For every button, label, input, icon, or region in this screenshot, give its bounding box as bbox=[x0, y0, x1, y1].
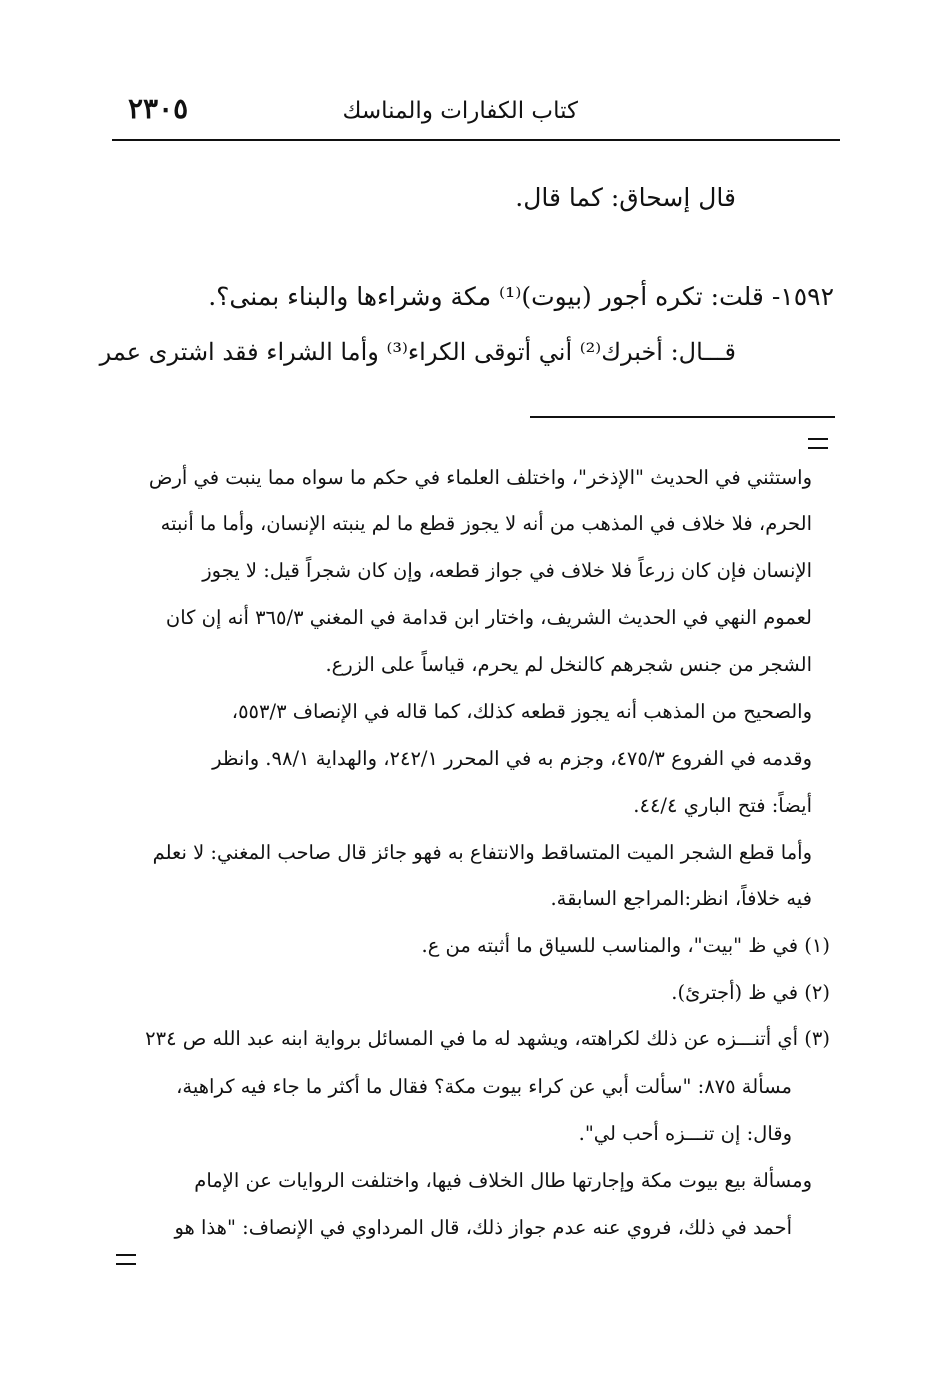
footnote-line: والصحيح من المذهب أنه يجوز قطعه كذلك، كما قاله في الإنصاف ٥٥٣/٣، bbox=[231, 700, 812, 723]
book-title: كتاب الكفارات والمناسك bbox=[342, 98, 578, 124]
footnote-line: وقدمه في الفروع ٤٧٥/٣، وجزم به في المحرر ٢٤٢/١، والهداية ٩٨/١. وانظر bbox=[212, 747, 812, 770]
main-line-1: قال إسحاق: كما قال. bbox=[515, 183, 736, 212]
footnote-line: لعموم النهي في الحديث الشريف، واختار ابن قدامة في المغني ٣٦٥/٣ أنه إن كان bbox=[165, 606, 812, 629]
footnote-line: أحمد في ذلك، فروي عنه عدم جواز ذلك، قال المرداوي في الإنصاف: "هذا هو bbox=[174, 1216, 792, 1239]
continuation-mark-top bbox=[808, 438, 828, 449]
footnote-line: فيه خلافاً، انظر:المراجع السابقة. bbox=[550, 887, 812, 910]
footnote-line: واستثني في الحديث "الإذخر"، واختلف العلماء في حكم ما سواه مما ينبت في أرض bbox=[148, 466, 812, 489]
continuation-mark-bottom bbox=[116, 1254, 136, 1265]
main-line-3: قـــال: أخبرك⁽²⁾ أني أتوقى الكراء⁽³⁾ وأما الشراء فقد اشترى عمر bbox=[99, 338, 736, 366]
footnote-line: الحرم، فلا خلاف في المذهب من أنه لا يجوز قطع ما لم ينبته الإنسان، وأما ما أنبته bbox=[160, 512, 812, 535]
page-number: ٢٣٠٥ bbox=[128, 92, 189, 125]
footnote-line: الإنسان فإن كان زرعاً فلا خلاف في جواز قطعه، وإن كان شجراً قيل: لا يجوز bbox=[202, 559, 812, 582]
footnote-1: (١) في ظ "بيت"، والمناسب للسياق ما أثبته من ع. bbox=[421, 934, 830, 957]
footnote-2: (٢) في ظ (أجترئ). bbox=[671, 981, 830, 1004]
footnote-line: الشجر من جنس شجرهم كالنخل لم يحرم، قياساً على الزرع. bbox=[325, 653, 812, 676]
footnote-line: مسألة ٨٧٥: "سألت أبي عن كراء بيوت مكة؟ فقال ما أكثر ما جاء فيه كراهية، bbox=[176, 1075, 792, 1098]
footnote-separator bbox=[530, 416, 835, 418]
footnote-line: وقال: إن تنـــزه أحب لي". bbox=[578, 1122, 792, 1145]
header-rule bbox=[112, 139, 840, 141]
running-header bbox=[112, 92, 840, 136]
main-line-2: ١٥٩٢- قلت: تكره أجور (بيوت)⁽¹⁾ مكة وشراءها والبناء بمنى؟. bbox=[208, 282, 834, 311]
footnote-3: (٣) أي أتنـــزه عن ذلك لكراهته، ويشهد له ما في المسائل برواية ابنه عبد الله ص ٢٣٤ bbox=[145, 1027, 830, 1050]
footnote-line: ومسألة بيع بيوت مكة وإجارتها طال الخلاف فيها، واختلفت الروايات عن الإمام bbox=[194, 1169, 812, 1192]
footnote-line: أيضاً: فتح الباري ٤٤/٤. bbox=[633, 794, 812, 817]
footnote-line: وأما قطع الشجر الميت المتساقط والانتفاع به فهو جائز قال صاحب المغني: لا نعلم bbox=[152, 841, 812, 864]
